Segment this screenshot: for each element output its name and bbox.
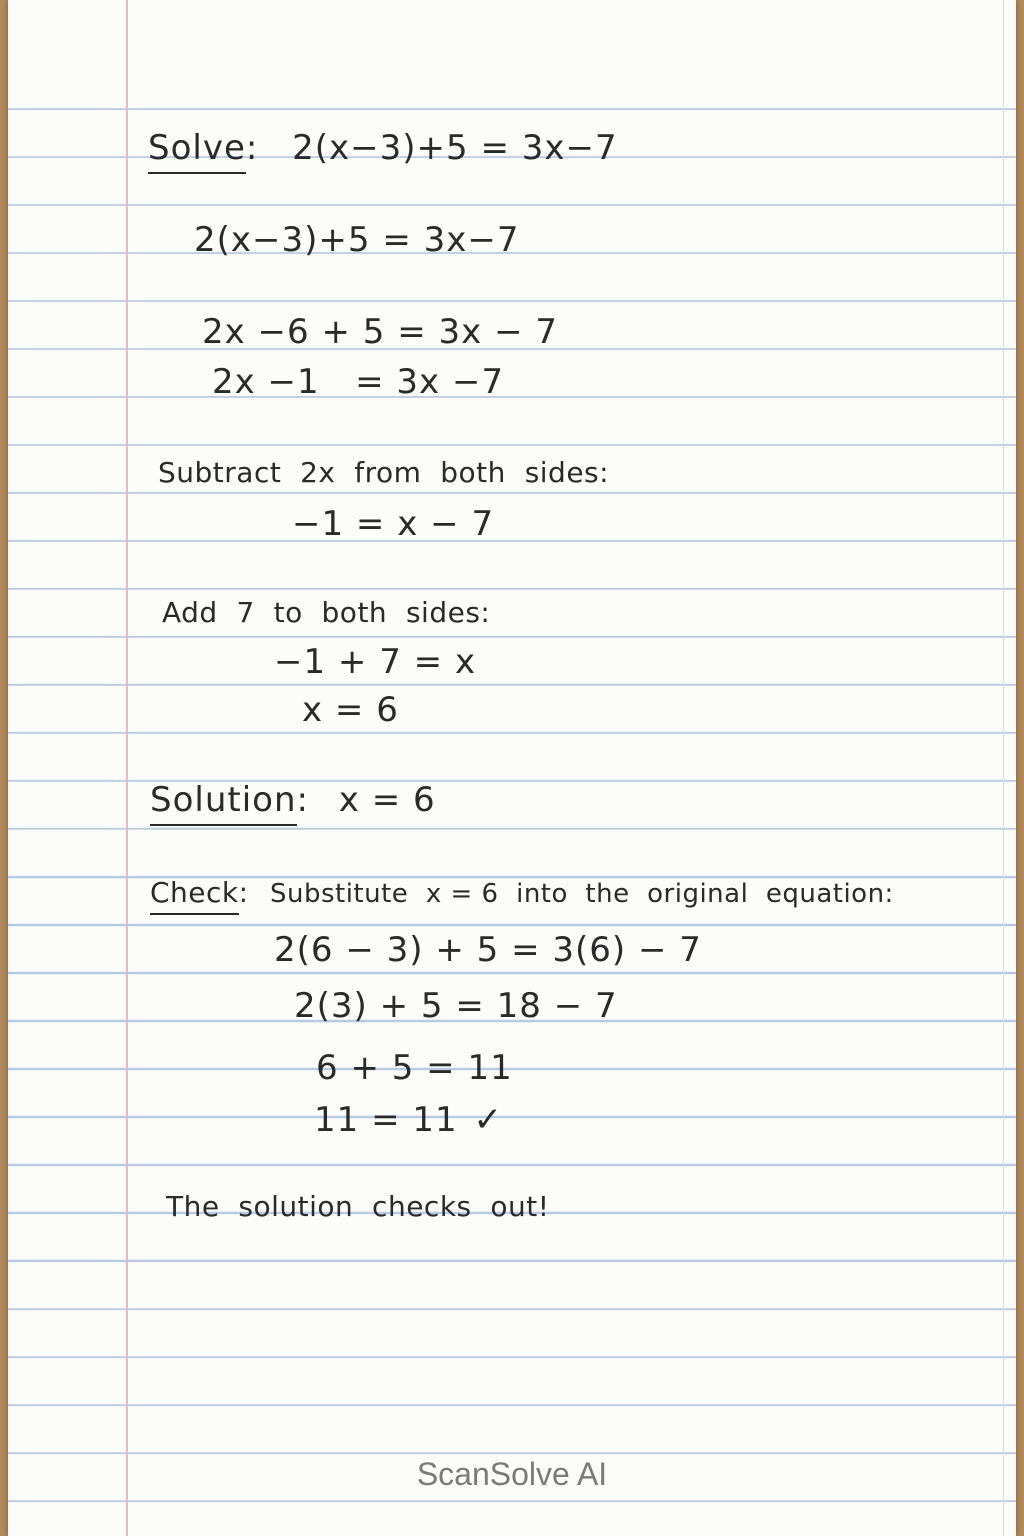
step-line: 2x −1 = 3x −7 — [212, 362, 505, 402]
add-line-2: x = 6 — [302, 690, 399, 730]
check-instruction: Substitute x = 6 into the original equation: — [269, 879, 894, 909]
check-final-equation: 11 = 11 — [314, 1100, 458, 1140]
problem-equation: 2(x−3)+5 = 3x−7 — [292, 128, 618, 168]
brand-watermark: ScanSolve AI — [416, 1456, 608, 1492]
check-step: 2(3) + 5 = 18 − 7 — [294, 986, 618, 1026]
right-margin-line — [1003, 0, 1004, 1536]
check-final — [314, 1100, 503, 1140]
solution-label: Solution — [150, 780, 297, 826]
subtract-instruction: Subtract 2x from both sides: — [158, 456, 610, 489]
margin-line — [126, 0, 128, 1536]
solution-value: x = 6 — [338, 780, 436, 820]
solution-line — [150, 780, 436, 826]
page-top-margin — [8, 0, 1016, 64]
checkmark-icon: ✓ — [473, 1100, 503, 1140]
conclusion-text: The solution checks out! — [166, 1190, 550, 1223]
subtract-result: −1 = x − 7 — [292, 504, 495, 544]
check-step: 6 + 5 = 11 — [316, 1048, 513, 1088]
step-line: 2x −6 + 5 = 3x − 7 — [202, 312, 559, 352]
check-label: Check — [150, 876, 239, 915]
add-instruction: Add 7 to both sides: — [162, 596, 491, 629]
problem-statement — [148, 128, 618, 174]
solve-colon: : — [245, 128, 259, 168]
solution-colon: : — [296, 780, 309, 820]
solve-label: Solve — [148, 128, 246, 174]
check-line — [150, 876, 894, 915]
add-line-1: −1 + 7 = x — [274, 642, 477, 682]
step-line: 2(x−3)+5 = 3x−7 — [194, 220, 520, 260]
check-step: 2(6 − 3) + 5 = 3(6) − 7 — [274, 930, 702, 970]
check-colon: : — [238, 876, 249, 909]
notebook-page — [8, 0, 1016, 1536]
